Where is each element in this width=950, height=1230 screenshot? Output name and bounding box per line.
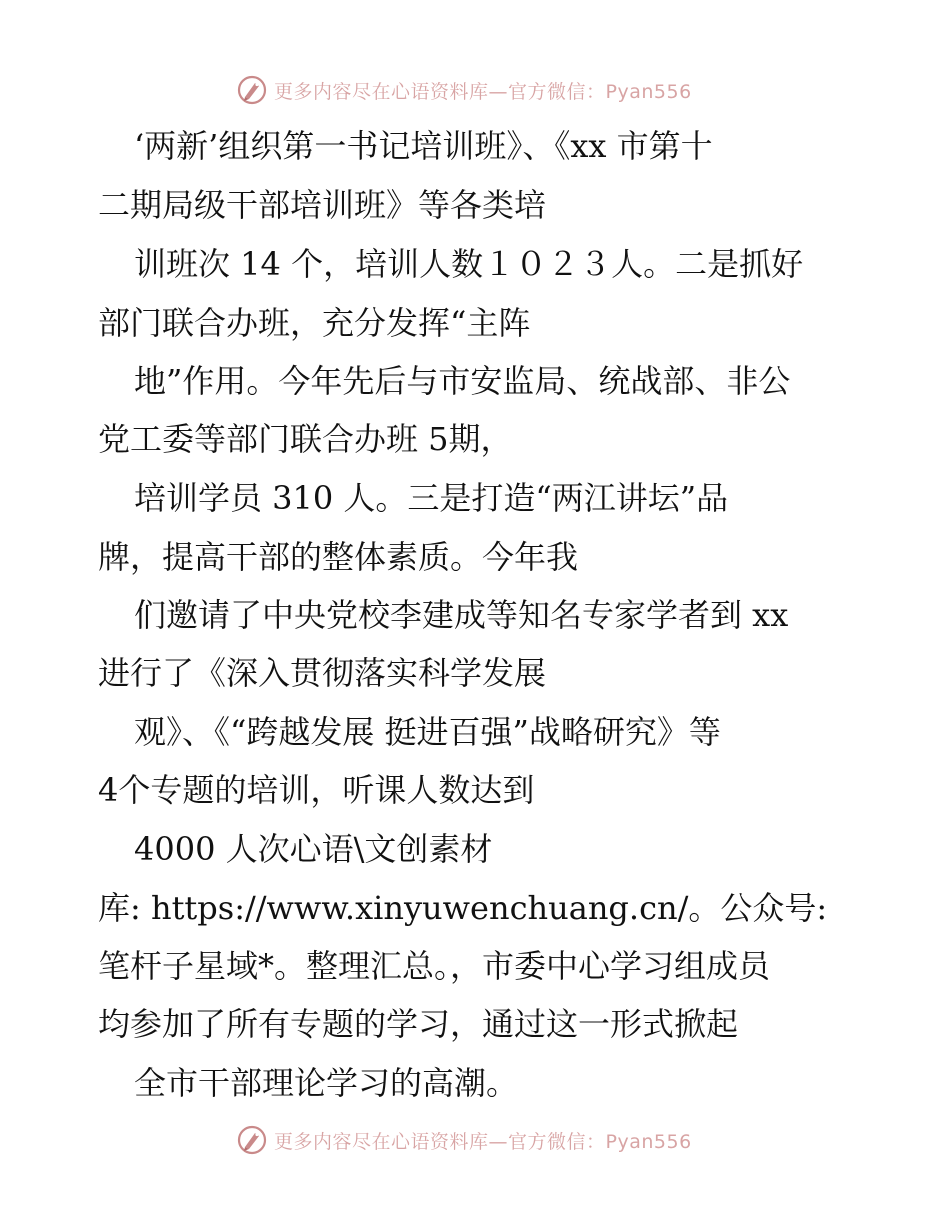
body-line: 观》、《“跨越发展 挺进百强”战略研究》等 [134,713,721,751]
body-line: 全市干部理论学习的高潮。 [134,1064,519,1102]
body-line: 进行了《深入贯彻落实科学发展 [98,654,547,692]
body-line: 部门联合办班，充分发挥“主阵 [98,304,531,342]
body-line: 笔杆子星域*。整理汇总。，市委中心学习组成员 [98,947,771,985]
body-line: 牌，提高干部的整体素质。今年我 [98,538,579,576]
body-line: 训班次 14 个，培训人数１０２３人。二是抓好 [134,245,804,283]
body-line: 培训学员 310 人。三是打造“两江讲坛”品 [134,479,729,517]
body-line: ‘两新’组织第一书记培训班》、《xx 市第十 [134,127,713,165]
body-line: 4个专题的培训，听课人数达到 [98,771,535,809]
body-line: 二期局级干部培训班》等各类培 [98,186,547,224]
pen-nib-circle-icon [236,1124,268,1156]
body-line: 均参加了所有专题的学习，通过这一形式掀起 [98,1005,739,1043]
footer-watermark-text: 更多内容尽在心语资料库—官方微信：Pyan556 [274,1130,692,1153]
body-line: 们邀请了中央党校李建成等知名专家学者到 xx [134,596,789,634]
body-line: 库: https://www.xinyuwenchuang.cn/。公众号: [98,889,828,927]
header-watermark-text: 更多内容尽在心语资料库—官方微信：Pyan556 [274,80,692,103]
body-line: 地”作用。今年先后与市安监局、统战部、非公 [134,362,791,400]
body-line: 4000 人次心语\文创素材 [134,830,493,868]
footer-watermark [236,1123,692,1157]
body-line: 党工委等部门联合办班 5期， [98,420,513,458]
